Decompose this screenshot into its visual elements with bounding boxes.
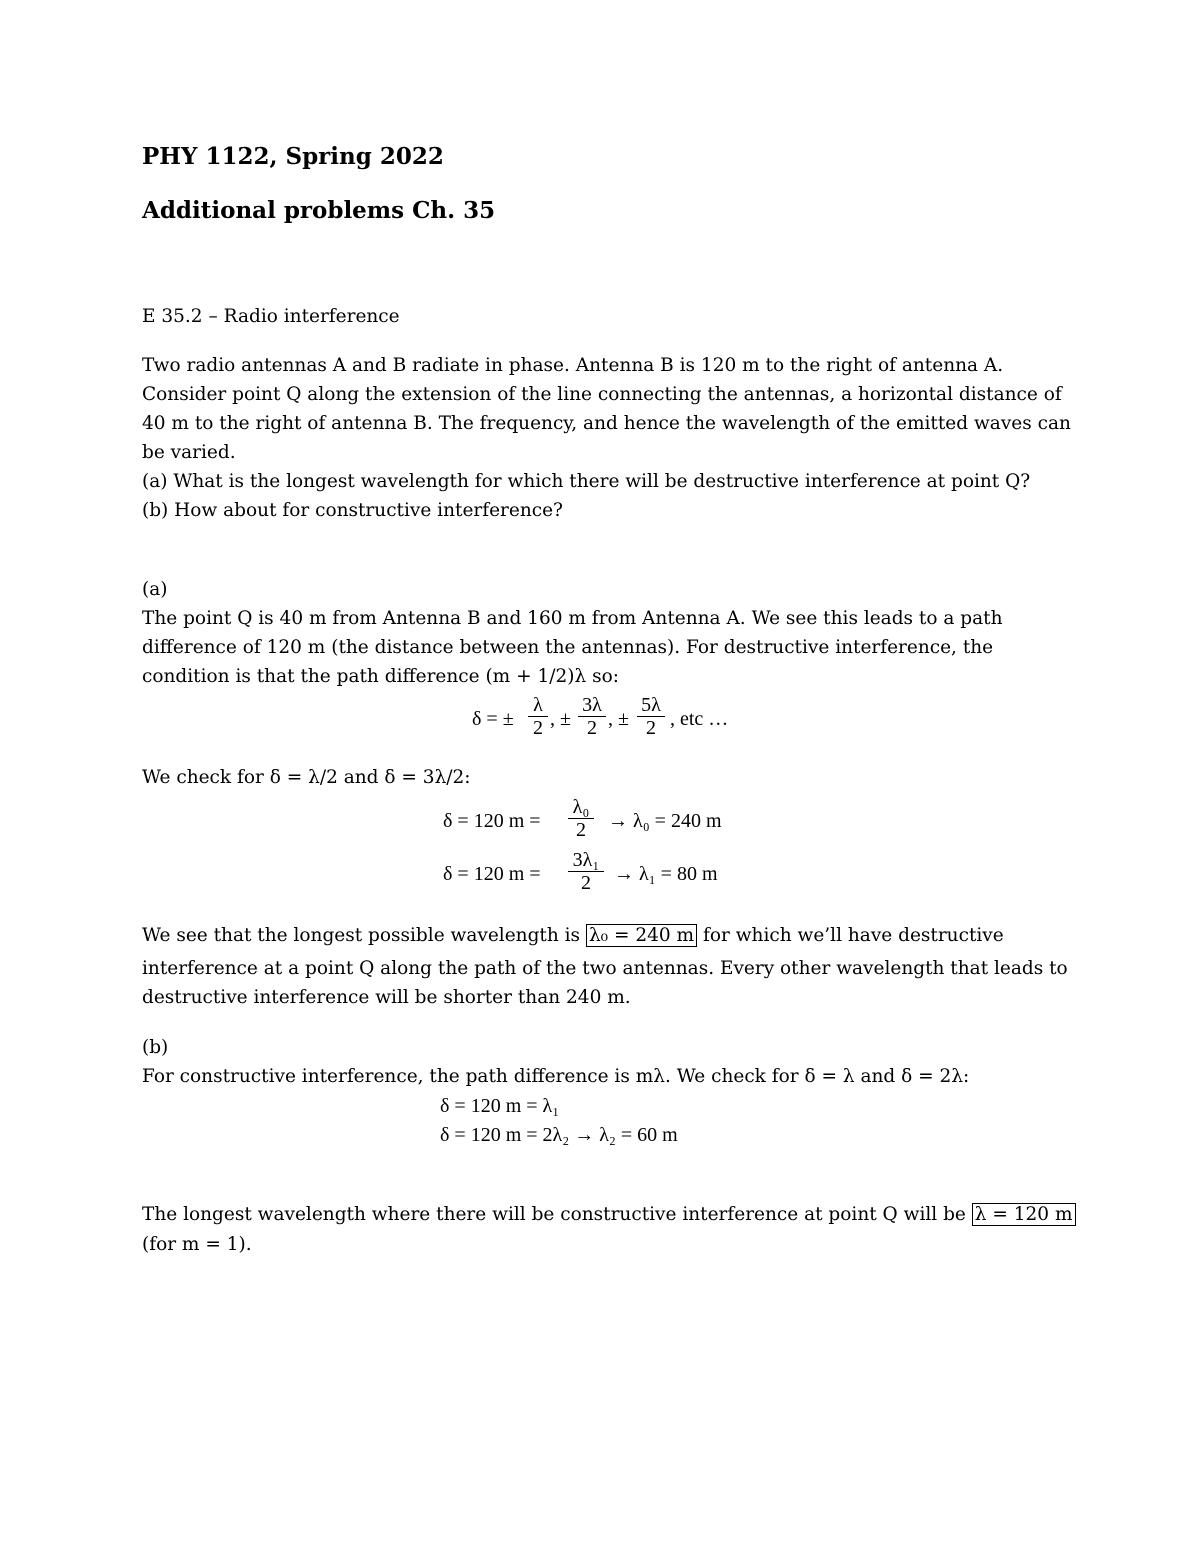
fraction — [578, 694, 606, 739]
statement-line: be varied. — [142, 442, 236, 463]
equation-lhs: δ = 120 m = — [443, 810, 541, 832]
fraction — [568, 849, 604, 894]
part-a-label: (a) — [142, 579, 168, 600]
fraction-denominator: 2 — [533, 717, 543, 739]
fraction — [568, 796, 594, 841]
fraction-numerator: λ — [533, 694, 543, 716]
delta-equation-separator: , ± — [608, 708, 629, 730]
delta-equation-separator: , ± — [550, 708, 571, 730]
statement-line: Two radio antennas A and B radiate in phase. Antenna B is 120 m to the right of antenna A. — [142, 355, 1004, 376]
part-a-text-line: difference of 120 m (the distance between the antennas). For destructive interference, the — [142, 637, 994, 658]
fraction — [637, 694, 665, 739]
part-b-label: (b) — [142, 1037, 169, 1058]
fraction-numerator: λ₀ — [572, 796, 590, 818]
conclusion-text: We see that the longest possible wavelength is — [142, 925, 581, 946]
delta-equation-lhs: δ = ± — [472, 708, 514, 730]
answer-box: λ₀ = 240 m — [586, 924, 697, 947]
fraction-denominator: 2 — [576, 819, 586, 841]
conclusion-text: The longest wavelength where there will be constructive interference at point Q will be — [142, 1204, 966, 1225]
part-a-text-line: condition is that the path difference (m + 1/2)λ so: — [142, 666, 619, 687]
part-b-conclusion — [142, 1203, 1076, 1227]
fraction-denominator: 2 — [581, 872, 591, 894]
fraction-denominator: 2 — [646, 717, 656, 739]
statement-line: Consider point Q along the extension of the line connecting the antennas, a horizontal distance of — [142, 384, 1062, 405]
fraction-denominator: 2 — [587, 717, 597, 739]
fraction-numerator: 5λ — [641, 694, 661, 716]
problem-title: E 35.2 – Radio interference — [142, 306, 400, 327]
fraction-numerator: 3λ — [582, 694, 602, 716]
part-b-text: For constructive interference, the path difference is mλ. We check for δ = λ and δ = 2λ: — [142, 1066, 970, 1087]
statement-question-b: (b) How about for constructive interference? — [142, 500, 563, 521]
equation-rhs: → λ₀ = 240 m — [608, 810, 722, 832]
document-subtitle: Additional problems Ch. 35 — [142, 197, 496, 224]
equation: δ = 120 m = 2λ₂ → λ₂ = 60 m — [440, 1124, 678, 1146]
conclusion-line: destructive interference will be shorter than 240 m. — [142, 987, 631, 1008]
conclusion-line: interference at a point Q along the path of the two antennas. Every other wavelength that leads to — [142, 958, 1068, 979]
statement-question-a: (a) What is the longest wavelength for which there will be destructive interference at point Q? — [142, 471, 1031, 492]
delta-equation-tail: , etc … — [670, 708, 729, 730]
part-a-conclusion — [142, 924, 1004, 948]
statement-line: 40 m to the right of antenna B. The frequency, and hence the wavelength of the emitted waves can — [142, 413, 1071, 434]
conclusion-line: (for m = 1). — [142, 1234, 252, 1255]
fraction-numerator: 3λ₁ — [572, 849, 600, 871]
course-title: PHY 1122, Spring 2022 — [142, 143, 444, 170]
check-text: We check for δ = λ/2 and δ = 3λ/2: — [142, 767, 471, 788]
equation-lhs: δ = 120 m = — [443, 863, 541, 885]
part-a-text-line: The point Q is 40 m from Antenna B and 160 m from Antenna A. We see this leads to a path — [142, 608, 1003, 629]
conclusion-text: for which we’ll have destructive — [702, 925, 1004, 946]
equation: δ = 120 m = λ₁ — [440, 1095, 560, 1117]
equation-rhs: → λ₁ = 80 m — [614, 863, 718, 885]
fraction — [528, 694, 548, 739]
answer-box: λ = 120 m — [972, 1203, 1076, 1226]
